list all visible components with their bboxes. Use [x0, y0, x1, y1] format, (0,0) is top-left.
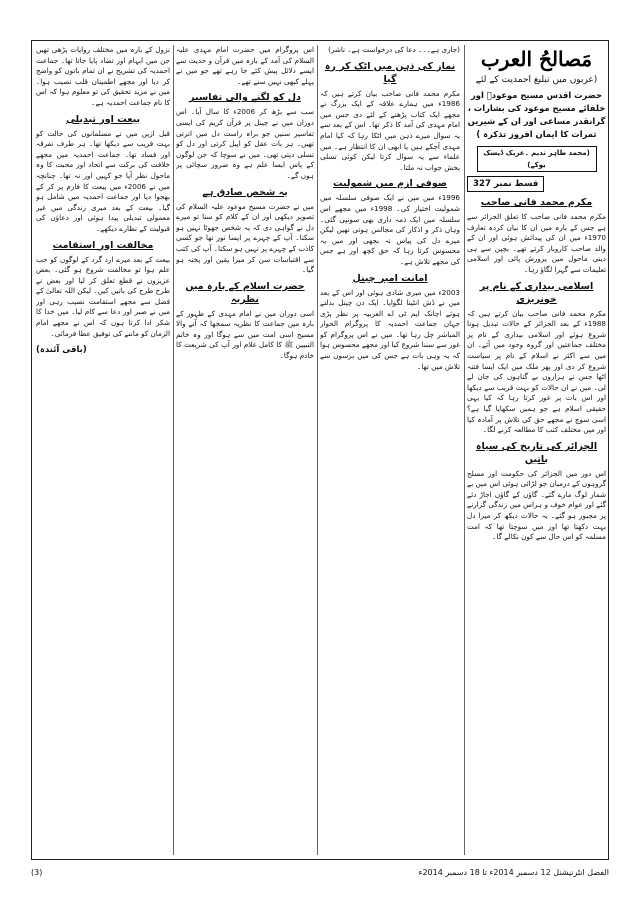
page-footer — [31, 864, 609, 880]
paragraph-col4-1: قبل ازیں میں نے مسلمانوں کی حالت کو بہت قریب سے دیکھا تھا۔ ہر طرف تفرقہ اور فساد تھا۔ جماعت احمدیہ میں مجھے خلافت کی برکت سے اتحاد اور محبت کا وہ ماحول نظر آیا جو کہیں اور نہ تھا۔ چنانچہ میں نے 2006ء میں بیعت کا فارم پر کر کے بھجوا دیا اور جماعت احمدیہ میں شامل ہو گیا۔ بیعت کے بعد میری زندگی میں غیر معمولی تبدیلی پیدا ہوئی اور دعاؤں کی قبولیت کے نظارے دیکھے۔ — [36, 128, 170, 233]
heading-col1-1: مکرم محمد فانی صاحب — [480, 197, 593, 208]
paragraph-col4-0: نزول کے بارہ میں مختلف روایات پڑھی تھیں جن میں ابہام اور تضاد پایا جاتا تھا۔ جماعت احمدیہ کی تشریح نے ان تمام باتوں کو واضح کر دیا اور مجھے اطمینان قلب نصیب ہوا۔ میں نے مزید تحقیق کی تو معلوم ہوا کہ اس کا نام جماعت احمدیہ ہے۔ — [36, 45, 170, 107]
column-divider — [173, 45, 174, 855]
lead-text: حضرت اقدس مسیح موعودؑ اور خلفائے مسیح موعود کی بشارات ، گرانقدر مساعی اور ان کے شیریں ثمرات کا ایمان افروز تذکرہ ) — [467, 90, 606, 139]
heading-col2-3: امانت امیر چینل — [352, 272, 428, 284]
paragraph-col4-2: بیعت کے بعد میرے ارد گرد کے لوگوں کو جب علم ہوا تو مخالفت شروع ہو گئی۔ بعض عزیزوں نے قطع تعلق کر لیا اور بعض نے طرح طرح کی باتیں کیں۔ لیکن اللہ تعالیٰ کے فضل سے مجھے استقامت نصیب رہی اور میں نے صبر اور دعا سے کام لیا۔ میں خدا کا شکر ادا کرتا ہوں کہ اس نے مجھے امام الزمان کو ماننے کی توفیق عطا فرمائی۔ — [36, 254, 170, 338]
heading-col2-1: نماز کی ذہن میں اٹک کر رہ گیا — [324, 60, 456, 85]
to-be-continued: (باقی آئندہ) — [36, 345, 87, 356]
subtitle: (عربوں میں تبلیغ احمدیت کے لئے — [475, 75, 598, 85]
paragraph-col2-0: (جاری ہے۔۔۔ دعا کی درخواست ہے۔ ناشر) — [328, 45, 460, 54]
column-divider — [464, 45, 465, 855]
heading-col2-2: صوفی ازم میں شمولیت — [332, 178, 448, 190]
paragraph-col1-3: اس دور میں الجزائر کی حکومت اور مسلح گروہوں کے درمیان جو لڑائی ہوئی اس میں بے شمار لوگ مارے گئے۔ گاؤں کے گاؤں اجاڑ دئے گئے اور عوام خوف و ہراس میں زندگی گزارنے پر مجبور ہو گئے۔ یہ حالات دیکھ کر میرا دل بہت دکھتا تھا اور میں سوچتا تھا کہ امت مسلمہ کو اس حال سے کون نکالے گا۔ — [467, 468, 606, 542]
paragraph-col1-2: مکرم محمد فانی صاحب بیان کرتے ہیں کہ 1988ء کے بعد الجزائر کے حالات تبدیل ہونا شروع ہوئے اور اسلامی بیداری کے نام پر مختلف جماعتیں اور گروہ وجود میں آئے۔ ان میں سے اکثر نے اسلام کے نام پر سیاست شروع کر دی اور پھر ملک میں ایک ایسا فتنہ اٹھا جس نے ہزاروں بے گناہوں کی جان لے لی۔ میں نے ان حالات کو بہت قریب سے دیکھا اور اس بات پر غور کرتا رہا کہ کیا یہی حقیقی اسلام ہے جو ہمیں سکھایا گیا ہے؟ اسی سوچ نے مجھے حق کی تلاش پر آمادہ کیا اور میں مختلف کتب کا مطالعہ کرنے لگا۔ — [467, 308, 606, 435]
heading-col4-2: مخالفت اور استقامت — [52, 239, 154, 251]
paragraph-col2-3: 2003ء میں میری شادی ہوئی اور اس کے بعد میں نے ڈش انٹینا لگوایا۔ ایک دن چینل بدلتے ہوئے اچانک ایم ٹی اے العربیہ پر نظر پڑی جہاں جماعت احمدیہ کا پروگرام الحوار المباشر چل رہا تھا۔ میں نے اس پروگرام کو غور سے سننا شروع کیا اور مجھے محسوس ہوا کہ یہ وہی بات ہے جس کی میں برسوں سے تلاش میں تھا۔ — [320, 287, 460, 371]
paragraph-col3-0: اس پروگرام میں حضرت امام مہدی علیہ السلام کی آمد کے بارہ میں قرآن و حدیث سے ایسے دلائل پیش کئے جا رہے تھے جو میں نے پہلے کبھی نہیں سنے تھے۔ — [176, 45, 314, 86]
page-title: مَصالحُ العرب — [480, 47, 593, 71]
heading-col1-3: الجزائر کی تاریخ کی سیاہ باتیں — [475, 440, 598, 465]
column-2 — [320, 45, 460, 855]
heading-col1-2: اسلامی بیداری کے نام پر خونریزی — [479, 280, 594, 305]
paragraph-col3-1: سب سے بڑھ کر 2006ء کا سال آیا۔ اس دوران میں نے چینل پر قرآن کریم کی ایسی تفاسیر سنیں جو براہ راست دل میں اترتی تھیں۔ ہر بات عقل کو اپیل کرتی اور دل کو تسلی دیتی تھی۔ میں نے سوچا کہ جن لوگوں کے پاس ایسا علم ہے وہ ضرور سچائی پر ہوں گے۔ — [176, 107, 314, 180]
column-divider — [317, 45, 318, 855]
column-3 — [176, 45, 314, 855]
paragraph-col3-2: میں نے حضرت مسیح موعود علیہ السلام کی تصویر دیکھی اور ان کے کلام کو سنا تو میرے دل نے گواہی دی کہ یہ شخص جھوٹا نہیں ہو سکتا۔ آپ کے چہرے پر ایسا نور تھا جو کسی کاذب کے چہرے پر نہیں ہو سکتا۔ آپ کی کتب سے اقتباسات سن کر میرا یقین اور پختہ ہو گیا۔ — [176, 201, 314, 275]
column-1 — [467, 45, 606, 855]
author-box: (محمد طاہر ندیم ۔عربک ڈیسک یوکے) — [477, 146, 597, 172]
heading-col3-3: حضرت اسلام کے بارہ میں نظریہ — [185, 280, 305, 305]
paragraph-col3-3: اسی دوران میں نے امام مہدی کے ظہور کے بارہ میں جماعت کا نظریہ سمجھا کہ آنے والا مسیح اسی امت میں سے ہوگا اور وہ خاتم النبیین ﷺ کا کامل غلام اور آپ کی شریعت کا خادم ہوگا۔ — [176, 308, 314, 361]
publication-line: الفضل انٹرنیشنل 12 دسمبر 2014ء تا 18 دسمبر 2014ء — [418, 867, 609, 877]
content-frame — [31, 40, 609, 860]
series-row — [467, 176, 606, 192]
column-4 — [36, 45, 170, 855]
heading-col3-1: دل کو لگنے والی تفاسیر — [189, 92, 301, 104]
paragraph-col2-1: مکرم محمد فانی صاحب بیان کرتے ہیں کہ 1986ء میں ہمارے علاقہ کے ایک بزرگ نے مجھے ایک کتاب پڑھنے کے لئے دی جس میں امام مہدی کی آمد کا ذکر تھا۔ اس کے بعد سے یہ سوال میرے ذہن میں اٹکا رہا کہ کیا امام مہدی آچکے ہیں یا ابھی ان کا انتظار ہے۔ میں علماء سے یہ سوال کرتا لیکن کوئی تسلی بخش جواب نہ ملتا۔ — [320, 88, 460, 172]
page-number: (3) — [31, 867, 43, 877]
heading-col3-2: یہ شخص صادق ہے — [202, 186, 288, 198]
series-number-badge: قسط نمبر 327 — [467, 176, 544, 192]
heading-col4-1: بیعت اور تبدیلی — [65, 113, 141, 125]
paragraph-col1-1: مکرم محمد فانی صاحب کا تعلق الجزائر سے ہے جس کے بارہ میں ان کا بیان کردہ تعارف 1970ء میں ان کی پیدائش ہوئی اور ان کے والد صاحب کاروبار کرتے تھے۔ بچپن سے ہی دینی ماحول میں پرورش پائی اور اسلامی تعلیمات سے گہرا لگاؤ رہا۔ — [467, 212, 606, 274]
paragraph-col2-2: 1996ء میں میں نے ایک صوفی سلسلہ میں شمولیت اختیار کی۔ 1998ء میں مجھے اس سلسلہ میں ایک ذمہ داری بھی سونپی گئی۔ وہاں ذکر و اذکار کی مجالس ہوتی تھیں لیکن میرے دل کی پیاس نہ بجھی اور میں یہ محسوس کرتا رہا کہ حق کچھ اور ہے جس کی مجھے تلاش ہے۔ — [320, 193, 460, 266]
